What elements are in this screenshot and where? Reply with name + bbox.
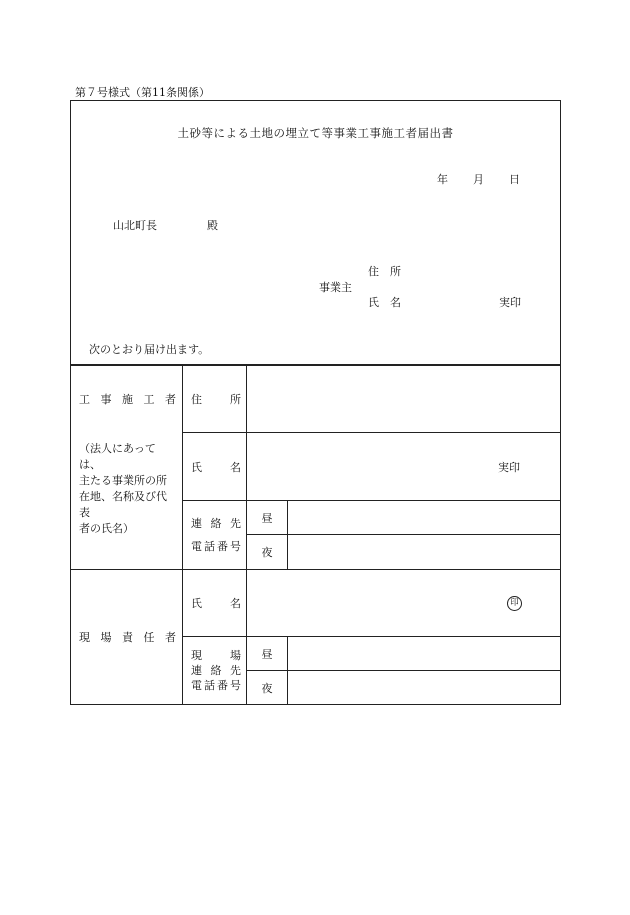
details-table — [70, 364, 561, 705]
addressee — [113, 217, 218, 233]
site-manager-heading-cell — [71, 570, 183, 705]
site-manager-night-label: 夜 — [247, 671, 288, 705]
date-line — [437, 171, 520, 187]
site-manager-contact-label: 現 場 連 絡 先 電 話 番 号 — [183, 637, 247, 705]
site-manager-heading: 現 場 責 任 者 — [79, 631, 176, 644]
contractor-day-label: 昼 — [247, 501, 288, 535]
form-number: 第７号様式（第11条関係） — [75, 86, 210, 99]
day-label: 日 — [509, 173, 520, 186]
contractor-address-label: 住 所 — [183, 365, 247, 433]
form-title: 土砂等による土地の埋立て等事業工事施工者届出書 — [177, 126, 454, 140]
form-header-box — [70, 100, 561, 366]
owner-label: 事業主 — [319, 281, 352, 294]
contractor-name-label: 氏 名 — [183, 433, 247, 501]
contractor-address-field[interactable] — [247, 365, 561, 433]
site-manager-day-label: 昼 — [247, 637, 288, 671]
site-manager-name-field[interactable] — [247, 570, 561, 637]
owner-address-label: 住 所 — [368, 265, 401, 278]
contractor-night-label: 夜 — [247, 535, 288, 570]
year-label: 年 — [437, 173, 448, 186]
owner-name-label: 氏 名 — [368, 296, 401, 309]
contractor-heading-cell — [71, 365, 183, 570]
month-label: 月 — [473, 173, 484, 186]
contractor-night-phone-field[interactable] — [288, 535, 561, 570]
contractor-heading: 工 事 施 工 者 — [79, 393, 176, 406]
site-manager-night-phone-field[interactable] — [288, 671, 561, 705]
notice-text: 次のとおり届け出ます。 — [89, 343, 210, 356]
site-manager-name-label: 氏 名 — [183, 570, 247, 637]
contractor-day-phone-field[interactable] — [288, 501, 561, 535]
site-manager-day-phone-field[interactable] — [288, 637, 561, 671]
seal-mark-icon: 印 — [507, 596, 522, 611]
contractor-note: （法人にあっては、 主たる事業所の所 在地、名称及び代表 者の氏名） — [79, 442, 167, 535]
addressee-honorific: 殿 — [207, 219, 218, 232]
addressee-name: 山北町長 — [113, 219, 157, 232]
owner-seal-label: 実印 — [499, 296, 521, 309]
contractor-seal-label: 実印 — [498, 460, 520, 474]
contractor-name-field[interactable] — [247, 433, 561, 501]
contractor-contact-label: 連 絡 先 電 話 番 号 — [183, 501, 247, 570]
